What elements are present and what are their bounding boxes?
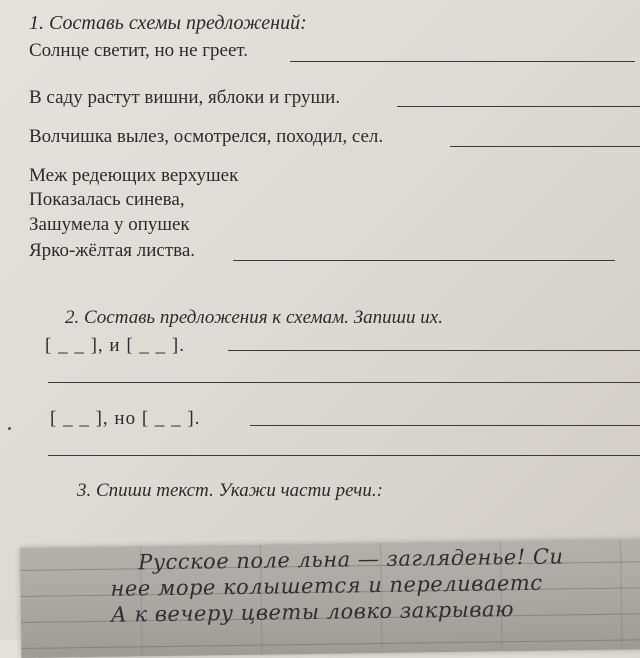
poem-line-2: Показалась синева, <box>29 189 185 210</box>
handwriting-line-2: нее море колышется и переливаетс <box>110 570 543 601</box>
sentence-1: Солнце светит, но не греет. <box>29 40 249 61</box>
scheme-2: [ _ _ ], но [ _ _ ]. <box>50 408 201 429</box>
poem-line-4: Ярко-жёлтая листва. <box>29 240 196 261</box>
answer-line-5[interactable] <box>228 350 640 351</box>
exercise-1-heading: 1. Составь схемы предложений: <box>29 12 307 34</box>
exercise-2-heading: 2. Составь предложения к схемам. Запиши их. <box>65 307 443 328</box>
exercise-3-heading: 3. Спиши текст. Укажи части речи.: <box>77 480 383 501</box>
page-mark-dot <box>8 427 11 430</box>
answer-line-6[interactable] <box>48 382 640 383</box>
answer-line-7[interactable] <box>250 425 640 426</box>
sentence-3: Волчишка вылез, осмотрелся, походил, сел. <box>29 126 384 147</box>
handwriting-line-1: Русское поле льна — загляденье! Си <box>138 544 564 575</box>
handwritten-text-strip <box>20 539 640 658</box>
answer-line-8[interactable] <box>48 455 640 456</box>
answer-line-1[interactable] <box>290 61 635 62</box>
answer-line-4[interactable] <box>233 260 615 261</box>
answer-line-2[interactable] <box>397 106 640 107</box>
poem-line-3: Зашумела у опушек <box>29 214 190 235</box>
poem-line-1: Меж редеющих верхушек <box>29 165 239 186</box>
scheme-1: [ _ _ ], и [ _ _ ]. <box>45 335 185 356</box>
handwriting-line-3: А к вечеру цветы ловко закрываю <box>110 597 515 627</box>
answer-line-3[interactable] <box>450 146 640 147</box>
sentence-2: В саду растут вишни, яблоки и груши. <box>29 87 341 108</box>
